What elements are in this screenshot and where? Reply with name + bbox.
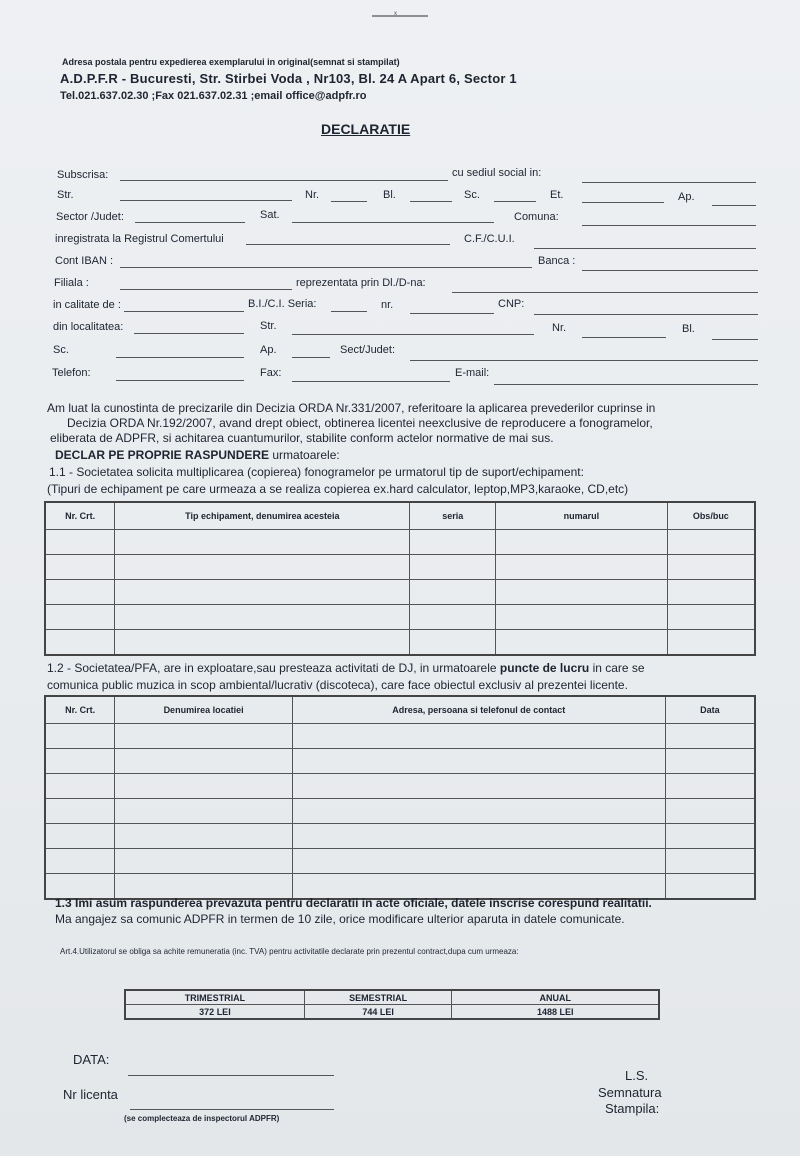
subscrisa-label: Subscrisa: xyxy=(57,169,109,181)
capacity-label: in calitate de : xyxy=(53,299,121,311)
table-row[interactable] xyxy=(45,824,755,849)
section-1-2-text-a: 1.2 - Societatea/PFA, are in exploatare,sau presteaza activitati de DJ, in urmatoarele xyxy=(47,661,500,675)
number-label: Nr. xyxy=(305,189,320,201)
apartment-label: Ap. xyxy=(678,191,695,203)
email-field[interactable] xyxy=(494,384,758,385)
intro-line-2: Decizia ORDA Nr.192/2007, avand drept obiect, obtinerea licentei neexclusive de reproducere a fonogramelor, xyxy=(67,416,653,430)
fax-field[interactable] xyxy=(292,381,450,382)
postal-address-note: Adresa postala pentru expedierea exemplarului in original(semnat si stampilat) xyxy=(62,57,400,67)
iban-label: Cont IBAN : xyxy=(55,255,114,267)
table-row[interactable] xyxy=(45,774,755,799)
inspector-note: (se complecteaza de inspectorul ADPFR) xyxy=(124,1114,280,1123)
number2-label: Nr. xyxy=(552,322,567,334)
license-number-field[interactable] xyxy=(130,1109,334,1110)
section-1-1-line-1: 1.1 - Societatea solicita multiplicarea (copierea) fonogramelor pe urmatorul tip de suport/echipament: xyxy=(49,465,584,479)
sediul-field[interactable] xyxy=(582,182,756,183)
id-series-label: B.I./C.I. Seria: xyxy=(248,298,317,310)
apartment2-label: Ap. xyxy=(260,344,277,356)
contact-line: Tel.021.637.02.30 ;Fax 021.637.02.31 ;email office@adpfr.ro xyxy=(60,90,367,102)
fees-header-row xyxy=(125,990,659,1005)
apartment2-field[interactable] xyxy=(292,357,330,358)
table-row[interactable] xyxy=(45,530,755,555)
street-field[interactable] xyxy=(120,200,292,201)
id-number-label: nr. xyxy=(381,299,394,311)
table-row[interactable] xyxy=(45,630,755,656)
staircase-label: Sc. xyxy=(464,189,480,201)
column-header: Obs/buc xyxy=(667,502,755,530)
table-row[interactable] xyxy=(45,605,755,630)
ornament-mark xyxy=(372,8,428,18)
declaration-rest-text: urmatoarele: xyxy=(269,448,340,462)
village-label: Sat. xyxy=(260,209,280,221)
block2-field[interactable] xyxy=(712,339,758,340)
block-field[interactable] xyxy=(410,201,452,202)
table-row[interactable] xyxy=(45,799,755,824)
phone-field[interactable] xyxy=(116,380,244,381)
street2-label: Str. xyxy=(260,320,277,332)
bank-field[interactable] xyxy=(582,270,758,271)
cnp-field[interactable] xyxy=(534,314,758,315)
phone-label: Telefon: xyxy=(52,367,91,379)
date-field[interactable] xyxy=(128,1075,334,1076)
fee-value: 1488 LEI xyxy=(452,1005,659,1020)
iban-field[interactable] xyxy=(120,267,532,268)
date-label: DATA: xyxy=(73,1052,110,1067)
number-field[interactable] xyxy=(331,201,367,202)
locations-table-header xyxy=(45,696,755,724)
locality-field[interactable] xyxy=(134,333,244,334)
fees-value-row xyxy=(125,1005,659,1020)
column-header: Tip echipament, denumirea acesteia xyxy=(115,502,410,530)
svg-text:x: x xyxy=(394,11,397,17)
equipment-table-header xyxy=(45,502,755,530)
table-row[interactable] xyxy=(45,724,755,749)
sediul-label: cu sediul social in: xyxy=(452,167,542,179)
ls-label: L.S. xyxy=(625,1068,649,1083)
floor-field[interactable] xyxy=(582,202,664,203)
table-row[interactable] xyxy=(45,580,755,605)
branch-field[interactable] xyxy=(120,289,292,290)
village-field[interactable] xyxy=(292,222,494,223)
page-title: DECLARATIE xyxy=(321,121,411,137)
table-row[interactable] xyxy=(45,849,755,874)
article-4-text: Art.4.Utilizatorul se obliga sa achite remuneratia (inc. TVA) pentru activitatile declarate prin prezentul contract,dupa cum urmeaza: xyxy=(60,947,519,956)
street2-field[interactable] xyxy=(292,334,534,335)
column-header: Data xyxy=(665,696,755,724)
license-number-label: Nr licenta xyxy=(63,1087,118,1102)
fee-period-header: ANUAL xyxy=(452,990,659,1005)
organization-address: A.D.P.F.R - Bucuresti, Str. Stirbei Voda , Nr103, Bl. 24 A Apart 6, Sector 1 xyxy=(60,71,517,86)
column-header: Denumirea locatiei xyxy=(115,696,293,724)
signature-label: Semnatura xyxy=(598,1085,662,1100)
bank-label: Banca : xyxy=(538,255,576,267)
section-1-3-line-2: Ma angajez sa comunic ADPFR in termen de 10 zile, orice modificare ulterior aparuta in datele comunicate. xyxy=(55,912,625,926)
section-1-1-line-2: (Tipuri de echipament pe care urmeaza a se realiza copierea ex.hard calculator, leptop,MP3,karaoke, CD,etc) xyxy=(47,482,629,496)
column-header: seria xyxy=(410,502,496,530)
staircase2-field[interactable] xyxy=(116,357,244,358)
email-label: E-mail: xyxy=(455,367,490,379)
id-series-field[interactable] xyxy=(331,311,367,312)
column-header: Nr. Crt. xyxy=(45,502,115,530)
column-header: Adresa, persoana si telefonul de contact xyxy=(292,696,665,724)
fax-label: Fax: xyxy=(260,367,282,379)
staircase-field[interactable] xyxy=(494,201,536,202)
locality-label: din localitatea: xyxy=(53,321,124,333)
equipment-table xyxy=(44,501,756,656)
fee-value: 372 LEI xyxy=(125,1005,304,1020)
cnp-label: CNP: xyxy=(498,298,525,310)
staircase2-label: Sc. xyxy=(53,344,69,356)
sect-judet-label: Sect/Judet: xyxy=(340,344,396,356)
table-row[interactable] xyxy=(45,749,755,774)
trade-register-field[interactable] xyxy=(246,244,450,245)
stamp-label: Stampila: xyxy=(605,1101,660,1116)
section-1-2-line-2: comunica public muzica in scop ambiental/lucrativ (discoteca), care face obiectul exclusiv al prezentei licente. xyxy=(47,678,628,692)
fiscal-code-label: C.F./C.U.I. xyxy=(464,233,515,245)
section-1-2-text-b: in care se xyxy=(589,661,645,675)
branch-label: Filiala : xyxy=(54,277,89,289)
block-label: Bl. xyxy=(383,189,396,201)
declaration-bold-text: DECLAR PE PROPRIE RASPUNDERE xyxy=(55,448,270,462)
intro-line-1: Am luat la cunostinta de precizarile din Decizia ORDA Nr.331/2007, referitoare la aplicarea prevederilor cuprinse in xyxy=(47,401,656,415)
fees-table xyxy=(124,989,660,1020)
fee-period-header: SEMESTRIAL xyxy=(304,990,452,1005)
commune-label: Comuna: xyxy=(514,211,559,223)
apartment-field[interactable] xyxy=(712,205,756,206)
intro-line-3: eliberata de ADPFR, si achitarea cuantumurilor, stabilite conform actelor normative de mai sus. xyxy=(50,431,554,445)
representative-field[interactable] xyxy=(452,292,758,293)
subscrisa-field[interactable] xyxy=(120,180,448,181)
declaration-statement xyxy=(55,448,340,462)
sector-label: Sector /Judet: xyxy=(56,211,124,223)
representative-label: reprezentata prin Dl./D-na: xyxy=(296,277,426,289)
section-1-2-line-1 xyxy=(47,661,645,675)
sector-field[interactable] xyxy=(135,222,245,223)
trade-register-label: inregistrata la Registrul Comertului xyxy=(55,233,224,245)
street-label: Str. xyxy=(57,189,74,201)
commune-field[interactable] xyxy=(582,225,756,226)
id-number-field[interactable] xyxy=(410,313,494,314)
fee-value: 744 LEI xyxy=(304,1005,452,1020)
section-1-3-line-1: 1.3 Imi asum raspunderea prevazuta pentru declaratii in acte oficiale, datele inscrise corespund realitatii. xyxy=(55,896,652,910)
block2-label: Bl. xyxy=(682,323,695,335)
section-1-2-bold: puncte de lucru xyxy=(499,661,590,675)
capacity-field[interactable] xyxy=(124,311,244,312)
column-header: numarul xyxy=(496,502,668,530)
locations-table xyxy=(44,695,756,900)
fee-period-header: TRIMESTRIAL xyxy=(125,990,304,1005)
table-row[interactable] xyxy=(45,555,755,580)
fiscal-code-field[interactable] xyxy=(534,248,756,249)
sect-judet-field[interactable] xyxy=(410,360,758,361)
number2-field[interactable] xyxy=(582,337,666,338)
floor-label: Et. xyxy=(550,189,564,201)
column-header: Nr. Crt. xyxy=(45,696,115,724)
